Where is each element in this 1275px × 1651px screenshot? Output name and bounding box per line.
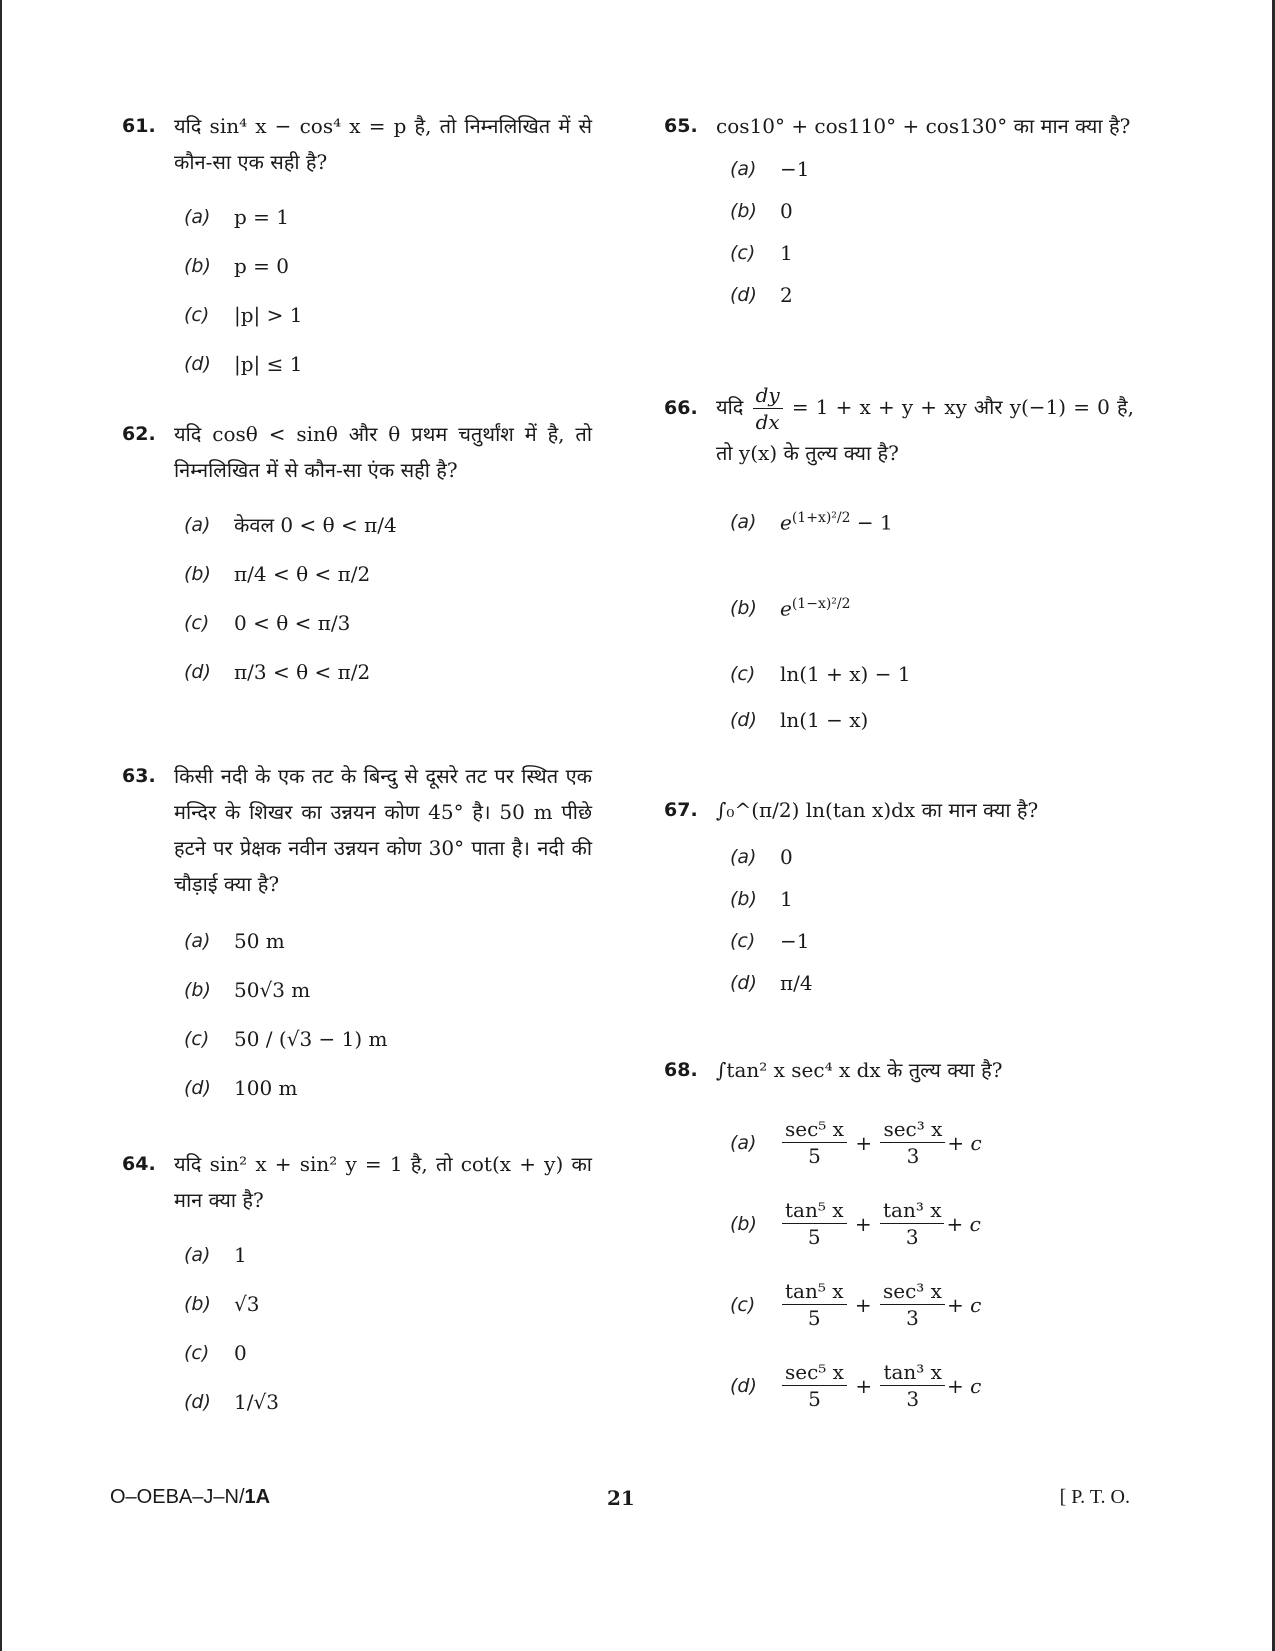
option-b: (b) 1 <box>730 887 793 911</box>
question-61 <box>122 108 592 388</box>
option-d: (d) π/4 <box>730 971 813 995</box>
question-text: cos10° + cos110° + cos130° का मान क्या है? <box>716 114 1131 138</box>
question-64 <box>122 1146 592 1426</box>
question-text: यदि sin² x + sin² y = 1 है, तो cot(x + y) का मान क्या है? <box>174 1152 592 1212</box>
option-b: (b) $e^{(1-x)^2/2}$ <box>730 595 851 621</box>
option-c: (c) 50 / (√3 − 1) m <box>184 1026 388 1051</box>
question-number: 62. <box>122 423 156 445</box>
question-number: 66. <box>664 397 698 419</box>
option-a: (a) केवल 0 < θ < π/4 <box>184 513 397 537</box>
page-number: 21 <box>607 1486 635 1510</box>
option-a: (a) 0 <box>730 845 793 869</box>
option-d: (d) $\frac{\text{sec⁵ x}}{5}$ + $\frac{\text{tan³ x}}{3}$ + c <box>730 1360 982 1411</box>
option-b: (b) p = 0 <box>184 253 289 278</box>
option-d: (d) π/3 < θ < π/2 <box>184 659 371 684</box>
option-a: (a) $\frac{\text{sec⁵ x}}{5}$ + $\frac{\text{sec³ x}}{3}$ + c <box>730 1117 982 1168</box>
question-text: यदि $\frac{dy}{dx}$ = 1 + x + y + xy और y(−1) = 0 है, तो y(x) के तुल्य क्या है? <box>716 383 1134 465</box>
page-edge-left <box>0 0 2 1651</box>
question-67 <box>664 792 1134 1004</box>
option-c: (c) 1 <box>730 241 793 265</box>
option-a: (a) p = 1 <box>184 204 289 229</box>
option-b: (b) 50√3 m <box>184 977 311 1002</box>
option-a: (a) 1 <box>184 1242 247 1267</box>
option-d: (d) ln(1 − x) <box>730 708 869 732</box>
option-b: (b) $\frac{\text{tan⁵ x}}{5}$ + $\frac{\text{tan³ x}}{3}$ + c <box>730 1198 981 1249</box>
option-a: (a) −1 <box>730 157 810 181</box>
question-text: यदि cosθ < sinθ और θ प्रथम चतुर्थांश में है, तो निम्नलिखित में से कौन-सा एंक सही है? <box>174 422 592 482</box>
option-a: (a) $e^{(1+x)^2/2} - 1$ <box>730 509 893 535</box>
option-c: (c) −1 <box>730 929 810 953</box>
question-number: 65. <box>664 115 698 137</box>
option-b: (b) 0 <box>730 199 793 223</box>
question-text: ∫tan² x sec⁴ x dx के तुल्य क्या है? <box>716 1058 1003 1082</box>
please-turn-over: [ P. T. O. <box>1059 1486 1130 1508</box>
question-number: 68. <box>664 1059 698 1081</box>
option-c: (c) |p| > 1 <box>184 302 303 327</box>
option-d: (d) 2 <box>730 283 793 307</box>
option-c: (c) 0 <box>184 1340 247 1365</box>
question-text: यदि sin⁴ x − cos⁴ x = p है, तो निम्नलिखित में से कौन-सा एक सही है? <box>174 114 592 174</box>
question-62 <box>122 416 592 696</box>
option-b: (b) √3 <box>184 1291 260 1316</box>
question-68 <box>664 1052 1134 1426</box>
question-66 <box>664 382 1134 743</box>
option-d: (d) |p| ≤ 1 <box>184 351 303 376</box>
option-b: (b) π/4 < θ < π/2 <box>184 561 371 586</box>
derivative-fraction: $\frac{dy}{dx}$ <box>753 382 783 435</box>
option-d: (d) 100 m <box>184 1075 298 1100</box>
option-c: (c) $\frac{\text{tan⁵ x}}{5}$ + $\frac{\text{sec³ x}}{3}$ + c <box>730 1279 982 1330</box>
option-c: (c) ln(1 + x) − 1 <box>730 662 911 686</box>
question-text: किसी नदी के एक तट के बिन्दु से दूसरे तट पर स्थित एक मन्दिर के शिखर का उन्नयन कोण 45° है। 50 m पीछे हटने पर प्रेक्षक नवीन उन्नयन कोण 30° पाता है। नदी की चौड़ाई क्या है? <box>174 764 592 896</box>
booklet-code: O–OEBA–J–N/1A <box>110 1486 271 1508</box>
question-65 <box>664 108 1134 316</box>
question-number: 61. <box>122 115 156 137</box>
option-d: (d) 1/√3 <box>184 1389 279 1414</box>
question-63 <box>122 758 592 1112</box>
question-text: ∫₀^(π/2) ln(tan x)dx का मान क्या है? <box>716 798 1039 822</box>
question-number: 67. <box>664 799 698 821</box>
option-a: (a) 50 m <box>184 928 285 953</box>
question-number: 63. <box>122 765 156 787</box>
option-c: (c) 0 < θ < π/3 <box>184 610 351 635</box>
question-number: 64. <box>122 1153 156 1175</box>
